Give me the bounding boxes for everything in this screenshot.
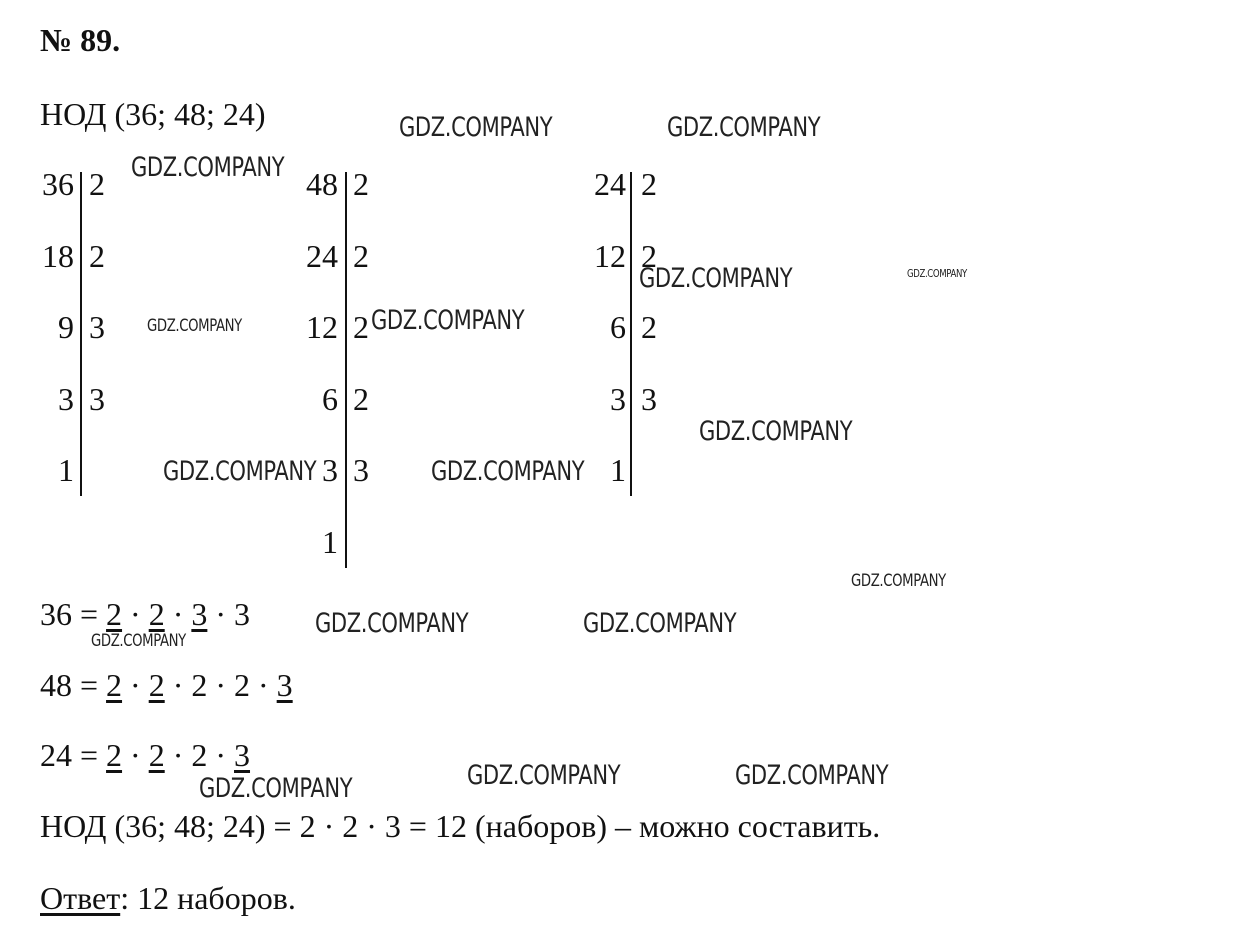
multiply-dot: · (250, 667, 277, 703)
division-bar (80, 172, 82, 496)
dividend: 48 (306, 166, 338, 202)
prime-factor: 2 (89, 237, 105, 274)
division-bar (630, 172, 632, 496)
dividend: 6 (322, 380, 338, 417)
decomposition-24 (40, 737, 250, 774)
prime-factor: 3 (353, 452, 369, 488)
watermark: GDZ.COMPANY (583, 608, 737, 639)
prime-factor: 3 (89, 309, 105, 345)
multiply-dot: · (164, 737, 192, 773)
prime-factor: 3 (89, 380, 105, 417)
dividend: 24 (594, 166, 626, 202)
decomposition-lhs: 36 = (40, 596, 107, 632)
watermark: GDZ.COMPANY (699, 416, 853, 447)
prime-factor: 3 (641, 380, 657, 417)
multiply-dot: · (164, 596, 192, 632)
watermark: GDZ.COMPANY (371, 305, 525, 336)
common-factor: 2 (106, 596, 123, 632)
factor: 2 (191, 737, 208, 773)
prime-factor: 2 (353, 166, 369, 202)
common-factor: 2 (106, 667, 123, 703)
factor: 3 (234, 596, 251, 632)
factor: 2 (234, 667, 251, 703)
decomposition-48 (40, 667, 293, 704)
answer-label: Ответ (40, 880, 121, 916)
common-factor: 2 (148, 596, 165, 632)
result-line: НОД (36; 48; 24) = 2 · 2 · 3 = 12 (наборов) – можно составить. (40, 808, 881, 844)
watermark: GDZ.COMPANY (735, 760, 889, 791)
watermark: GDZ.COMPANY (907, 267, 967, 280)
prime-factor: 2 (641, 237, 657, 274)
division-bar (345, 172, 347, 568)
prime-factor: 2 (641, 166, 657, 202)
dividend: 3 (58, 380, 74, 417)
dividend: 9 (58, 309, 74, 345)
common-factor: 3 (234, 737, 251, 773)
prime-factor: 2 (641, 309, 657, 345)
answer-line (40, 880, 296, 917)
dividend: 1 (58, 452, 74, 488)
watermark: GDZ.COMPANY (399, 112, 553, 143)
watermark: GDZ.COMPANY (851, 571, 946, 591)
multiply-dot: · (164, 667, 192, 703)
watermark: GDZ.COMPANY (639, 263, 793, 294)
multiply-dot: · (122, 667, 149, 703)
common-factor: 3 (276, 667, 293, 703)
decomposition-lhs: 24 = (40, 737, 107, 773)
gcd-header: НОД (36; 48; 24) (40, 96, 266, 132)
dividend: 18 (42, 237, 74, 274)
common-factor: 2 (148, 667, 165, 703)
dividend: 3 (322, 452, 338, 488)
watermark: GDZ.COMPANY (467, 760, 621, 791)
dividend: 12 (306, 309, 338, 345)
answer-text: : 12 наборов. (120, 880, 296, 916)
multiply-dot: · (122, 596, 149, 632)
multiply-dot: · (207, 596, 235, 632)
watermark: GDZ.COMPANY (91, 631, 186, 651)
watermark: GDZ.COMPANY (199, 773, 353, 804)
watermark: GDZ.COMPANY (431, 456, 585, 487)
watermark: GDZ.COMPANY (163, 456, 317, 487)
dividend: 6 (610, 309, 626, 345)
prime-factor: 2 (353, 309, 369, 345)
prime-factor: 2 (89, 166, 105, 202)
common-factor: 2 (148, 737, 165, 773)
watermark: GDZ.COMPANY (667, 112, 821, 143)
dividend: 36 (42, 166, 74, 202)
dividend: 12 (594, 237, 626, 274)
dividend: 24 (306, 237, 338, 274)
decomposition-36 (40, 596, 250, 633)
watermark: GDZ.COMPANY (131, 152, 285, 183)
watermark: GDZ.COMPANY (147, 316, 242, 336)
dividend: 1 (610, 452, 626, 488)
decomposition-lhs: 48 = (40, 667, 107, 703)
common-factor: 3 (191, 596, 208, 632)
factor: 2 (191, 667, 208, 703)
multiply-dot: · (122, 737, 149, 773)
dividend: 3 (610, 380, 626, 417)
watermark: GDZ.COMPANY (315, 608, 469, 639)
multiply-dot: · (207, 737, 235, 773)
prime-factor: 2 (353, 380, 369, 417)
prime-factor: 2 (353, 237, 369, 274)
problem-number: № 89. (40, 22, 121, 58)
dividend: 1 (322, 523, 338, 560)
common-factor: 2 (106, 737, 123, 773)
multiply-dot: · (207, 667, 235, 703)
